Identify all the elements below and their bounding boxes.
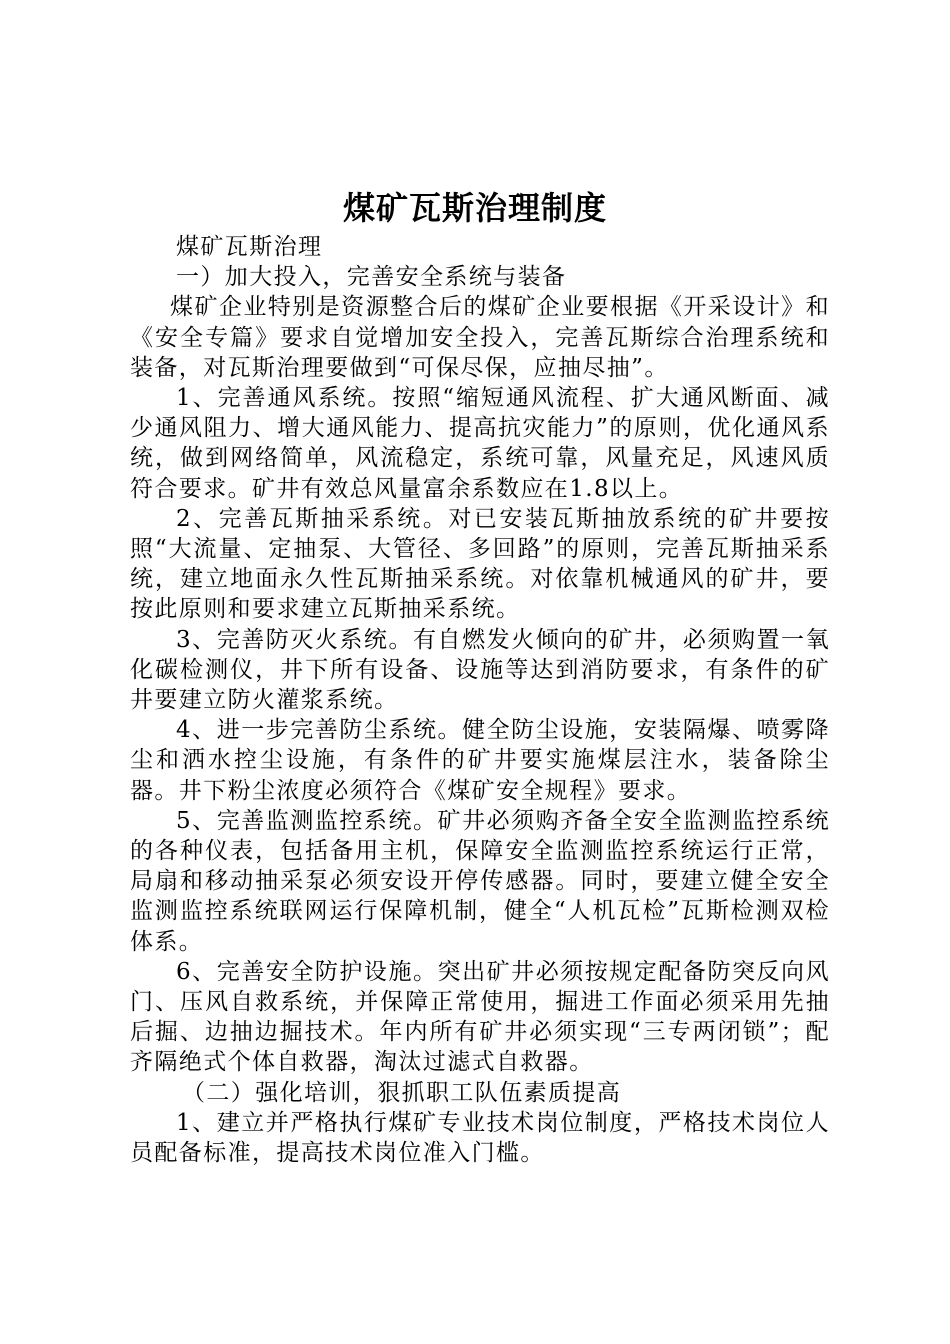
paragraph-fire-prevention: 3、完善防灭火系统。有自燃发火倾向的矿井，必须购置一氧化碳检测仪，井下所有设备、设施等达到消防要求，有条件的矿井要建立防火灌浆系统。 bbox=[130, 626, 830, 714]
heading-2: （二）强化培训，狠抓职工队伍素质提高 bbox=[182, 1079, 622, 1106]
paragraph-technical-posts: 1、建立并严格执行煤矿专业技术岗位制度，严格技术岗位人员配备标准，提高技术岗位准入门槛。 bbox=[130, 1109, 830, 1167]
document-title: 煤矿瓦斯治理制度 bbox=[342, 189, 607, 227]
paragraph-ventilation: 1、完善通风系统。按照“缩短通风流程、扩大通风断面、减少通风阻力、增大通风能力、提高抗灾能力”的原则，优化通风系统，做到网络简单，风流稳定，系统可靠，风量充足，风速风质符合要求。矿井有效总风量富余系数应在1.8以上。 bbox=[130, 385, 830, 502]
paragraph-intro: 煤矿企业特别是资源整合后的煤矿企业要根据《开采设计》和《安全专篇》要求自觉增加安全投入，完善瓦斯综合治理系统和装备，对瓦斯治理要做到“可保尽保，应抽尽抽”。 bbox=[130, 294, 830, 381]
paragraph-safety-protection: 6、完善安全防护设施。突出矿井必须按规定配备防突反向风门、压风自救系统，并保障正常使用，掘进工作面必须采用先抽后掘、边抽边掘技术。年内所有矿井必须实现“三专两闭锁”；配齐隔绝式个体自救器，淘汰过滤式自救器。 bbox=[130, 958, 830, 1076]
heading-1: 一）加大投入，完善安全系统与装备 bbox=[176, 264, 567, 291]
paragraph-gas-extraction: 2、完善瓦斯抽采系统。对已安装瓦斯抽放系统的矿井要按照“大流量、定抽泵、大管径、多回路”的原则，完善瓦斯抽采系统，建立地面永久性瓦斯抽采系统。对依靠机械通风的矿井，要按此原则和要求建立瓦斯抽采系统。 bbox=[130, 505, 830, 623]
paragraph-dust-prevention: 4、进一步完善防尘系统。健全防尘设施，安装隔爆、喷雾降尘和洒水控尘设施，有条件的矿井要实施煤层注水，装备除尘器。井下粉尘浓度必须符合《煤矿安全规程》要求。 bbox=[130, 717, 830, 804]
document-body bbox=[130, 232, 830, 1168]
paragraph-monitoring: 5、完善监测监控系统。矿井必须购齐备全安全监测监控系统的各种仪表，包括备用主机，保障安全监测监控系统运行正常，局扇和移动抽采泵必须安设开停传感器。同时，要建立健全安全监测监控系统联网运行保障机制，健全“人机瓦检”瓦斯检测双检体系。 bbox=[130, 807, 830, 955]
section-title: 煤矿瓦斯治理 bbox=[176, 234, 323, 260]
